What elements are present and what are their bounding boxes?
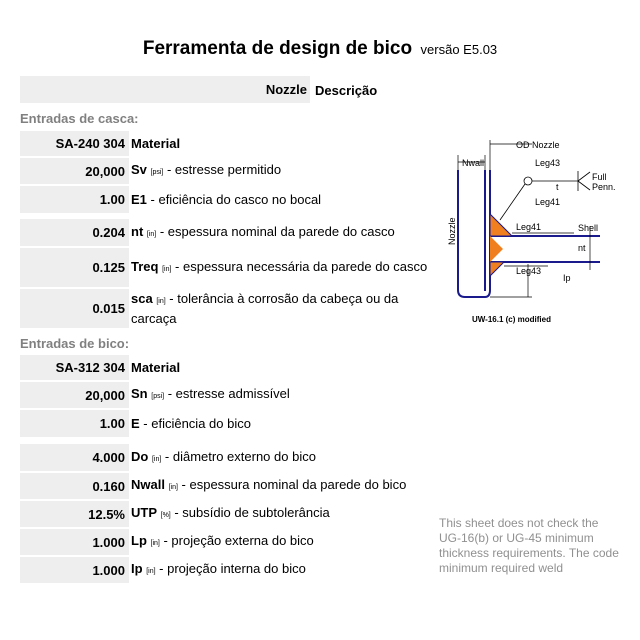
ip-label: Ip [563, 273, 571, 283]
nozzle-sn-description [131, 382, 431, 408]
shell-nt-row [20, 219, 440, 246]
description-text: - estresse admissível [164, 386, 290, 401]
leg41-mid-label: Leg41 [516, 222, 542, 232]
shell-label: Shell [578, 223, 599, 233]
unit: [in] [156, 298, 166, 305]
symbol: Sv [131, 162, 147, 177]
nozzle-ip-row [20, 557, 440, 583]
shell-e1-row [20, 186, 440, 213]
od-nozzle-label: OD Nozzle [516, 140, 560, 150]
symbol: Ip [131, 561, 143, 576]
description-text: - subsídio de subtolerância [170, 505, 330, 520]
nozzle-nwall-value[interactable]: 0.160 [20, 473, 129, 499]
unit: [%] [160, 512, 171, 519]
nozzle-e-row [20, 410, 440, 437]
symbol: Material [131, 360, 181, 375]
penn-label: Penn. [592, 182, 616, 192]
description-text: - espessura necessária da parede do casco [171, 258, 428, 274]
shell-sv-value[interactable]: 20,000 [20, 158, 129, 184]
version-label: versão E5.03 [420, 42, 498, 57]
symbol: nt [131, 223, 144, 239]
nozzle-ip-value[interactable]: 1.000 [20, 557, 129, 583]
unit: [psi] [150, 169, 164, 176]
shell-e1-description [131, 186, 431, 213]
description-text: - projeção interna do bico [155, 561, 306, 576]
shell-nt-value[interactable]: 0.204 [20, 219, 129, 246]
shell-sca-description [131, 289, 431, 328]
leg43-bottom-label: Leg43 [516, 266, 542, 276]
bottom-fillet-weld [490, 262, 504, 276]
nozzle-lp-value[interactable]: 1.000 [20, 529, 129, 555]
shell-sca-value[interactable]: 0.015 [20, 289, 129, 328]
nozzle-do-value[interactable]: 4.000 [20, 444, 129, 471]
nozzle-ip-description [131, 557, 431, 583]
unit: [in] [151, 455, 162, 463]
note-text: This sheet does not check the UG-16(b) or UG-45 minimum thickness requirements. The code minimum required weld [439, 516, 619, 575]
nozzle-nwall-description [131, 473, 431, 499]
description-text: - diâmetro externo do bico [161, 448, 316, 464]
diagram-caption: UW-16.1 (c) modified [472, 315, 551, 324]
nozzle-section-label: Entradas de bico: [20, 336, 130, 351]
symbol: UTP [131, 505, 157, 520]
symbol: Material [131, 136, 181, 151]
nozzle-nwall-row [20, 473, 440, 499]
symbol: E [131, 416, 140, 431]
t-label: t [556, 182, 559, 192]
nozzle-lp-description [131, 529, 431, 555]
shell-material-description [131, 131, 431, 156]
description-text: - espessura nominal da parede do casco [156, 223, 395, 239]
symbol: sca [131, 291, 153, 306]
leg41-top-label: Leg41 [535, 197, 561, 207]
description-text: - espessura nominal da parede do bico [177, 477, 407, 492]
shell-treq-description [131, 248, 431, 287]
unit: [in] [168, 484, 178, 491]
symbol: Lp [131, 533, 147, 548]
full-label: Full [592, 172, 607, 182]
description-text: - tolerância à corrosão da cabeça ou da carcaça [131, 291, 399, 326]
symbol: Sn [131, 386, 148, 401]
nozzle-utp-description [131, 501, 431, 527]
symbol: Nwall [131, 477, 165, 492]
shell-treq-row [20, 248, 440, 287]
weld-detail-diagram [436, 136, 616, 328]
shell-sv-row [20, 158, 440, 184]
unit: [in] [146, 230, 157, 238]
description-text: - eficiência do casco no bocal [146, 192, 322, 207]
symbol: E1 [131, 192, 147, 207]
nt-label: nt [578, 243, 586, 253]
shell-sca-row [20, 289, 440, 328]
weld-all-around-circle [524, 177, 532, 185]
symbol: Do [131, 448, 149, 464]
leg43-top-label: Leg43 [535, 158, 561, 168]
unit: [psi] [151, 393, 165, 400]
title-block [0, 38, 640, 60]
nozzle-e-value[interactable]: 1.00 [20, 410, 129, 437]
nozzle-do-row [20, 444, 440, 471]
description-text: - estresse permitido [163, 162, 282, 177]
nozzle-material-value[interactable]: SA-312 304 [20, 355, 129, 380]
unit: [in] [146, 568, 156, 575]
nozzle-material-description [131, 355, 431, 380]
description-column-header: Descrição [315, 83, 378, 98]
shell-sv-description [131, 158, 431, 184]
description-text: - projeção externa do bico [159, 533, 314, 548]
full-penetration-weld [490, 236, 503, 262]
shell-nt-description [131, 219, 431, 246]
description-text: - eficiência do bico [139, 416, 251, 431]
symbol: Treq [131, 258, 159, 274]
shell-e1-value[interactable]: 1.00 [20, 186, 129, 213]
shell-material-row [20, 131, 440, 156]
nozzle-sn-value[interactable]: 20,000 [20, 382, 129, 408]
shell-material-value[interactable]: SA-240 304 [20, 131, 129, 156]
nozzle-label: Nozzle [447, 217, 457, 245]
nozzle-utp-row [20, 501, 440, 527]
full-penn-pointer-down [578, 181, 590, 190]
full-penn-pointer-up [578, 172, 590, 181]
nozzle-e-description [131, 410, 431, 437]
nozzle-utp-value[interactable]: 12.5% [20, 501, 129, 527]
nozzle-do-description [131, 444, 431, 471]
nozzle-column-header: Nozzle [20, 76, 310, 103]
unit: [in] [150, 540, 160, 547]
nwall-label: Nwall [462, 158, 485, 168]
nozzle-material-row [20, 355, 440, 380]
nozzle-lp-row [20, 529, 440, 555]
page-title: Ferramenta de design de bico [142, 38, 413, 59]
weld-arrow-line [500, 184, 525, 220]
nozzle-sn-row [20, 382, 440, 408]
shell-treq-value[interactable]: 0.125 [20, 248, 129, 287]
top-fillet-weld [490, 214, 512, 236]
shell-section-label: Entradas de casca: [20, 111, 139, 126]
unit: [in] [162, 265, 172, 273]
